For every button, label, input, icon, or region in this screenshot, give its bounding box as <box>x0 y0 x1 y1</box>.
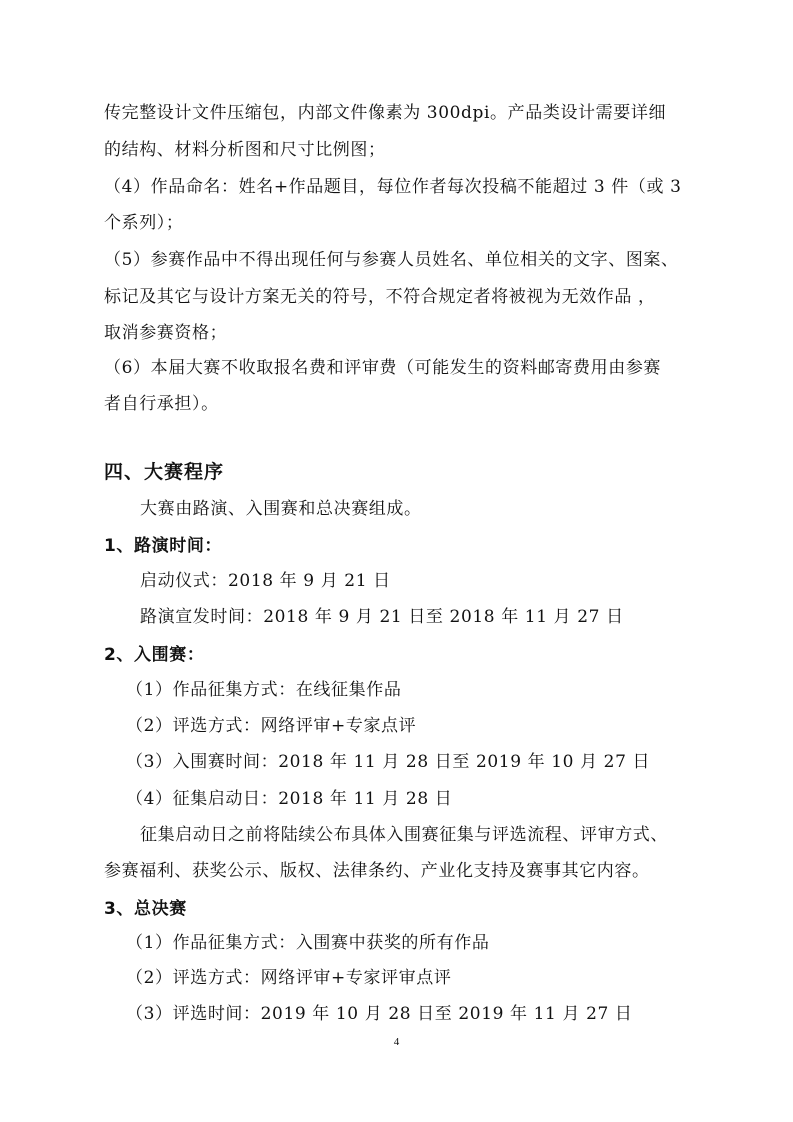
list-item: 路演宣发时间：2018 年 9 月 21 日至 2018 年 11 月 27 日 <box>140 607 624 627</box>
list-item: （2）评选方式：网络评审+专家点评 <box>126 716 417 736</box>
subsection-heading-final: 3、总决赛 <box>104 899 187 919</box>
list-item: （1）作品征集方式：在线征集作品 <box>126 680 402 700</box>
body-line: 者自行承担）。 <box>104 394 219 414</box>
subsection-heading-qualifier: 2、入围赛： <box>104 645 205 665</box>
list-item: （1）作品征集方式：入围赛中获奖的所有作品 <box>126 933 490 953</box>
subsection-heading-roadshow: 1、路演时间： <box>104 536 223 556</box>
note-line: 参赛福利、获奖公示、版权、法律条约、产业化支持及赛事其它内容。 <box>104 861 650 881</box>
body-line: （4）作品命名：姓名+作品题目，每位作者每次投稿不能超过 3 件（或 3 <box>104 177 682 197</box>
list-item: （3）入围赛时间：2018 年 11 月 28 日至 2019 年 10 月 27 日 <box>126 752 651 772</box>
note-line: 征集启动日之前将陆续公布具体入围赛征集与评选流程、评审方式、 <box>140 825 668 845</box>
body-line: 取消参赛资格； <box>104 323 228 343</box>
body-line: 标记及其它与设计方案无关的符号，不符合规定者将被视为无效作品 ， <box>104 287 656 307</box>
body-line: （5）参赛作品中不得出现任何与参赛人员姓名、单位相关的文字、图案、 <box>104 250 679 270</box>
list-item: （4）征集启动日：2018 年 11 月 28 日 <box>126 789 453 809</box>
section-intro: 大赛由路演、入围赛和总决赛组成。 <box>140 499 422 519</box>
list-item: （3）评选时间：2019 年 10 月 28 日至 2019 年 11 月 27 日 <box>126 1004 633 1024</box>
list-item: （2）评选方式：网络评审+专家评审点评 <box>126 968 452 988</box>
page-number: 4 <box>393 1036 400 1048</box>
section-heading: 四、大赛程序 <box>104 461 225 483</box>
list-item: 启动仪式：2018 年 9 月 21 日 <box>140 571 391 591</box>
body-line: （6）本届大赛不收取报名费和评审费（可能发生的资料邮寄费用由参赛 <box>104 358 662 378</box>
body-line: 传完整设计文件压缩包，内部文件像素为 300dpi。产品类设计需要详细 <box>104 103 667 123</box>
body-line: 的结构、材料分析图和尺寸比例图； <box>104 140 386 160</box>
body-line: 个系列）； <box>104 213 184 233</box>
